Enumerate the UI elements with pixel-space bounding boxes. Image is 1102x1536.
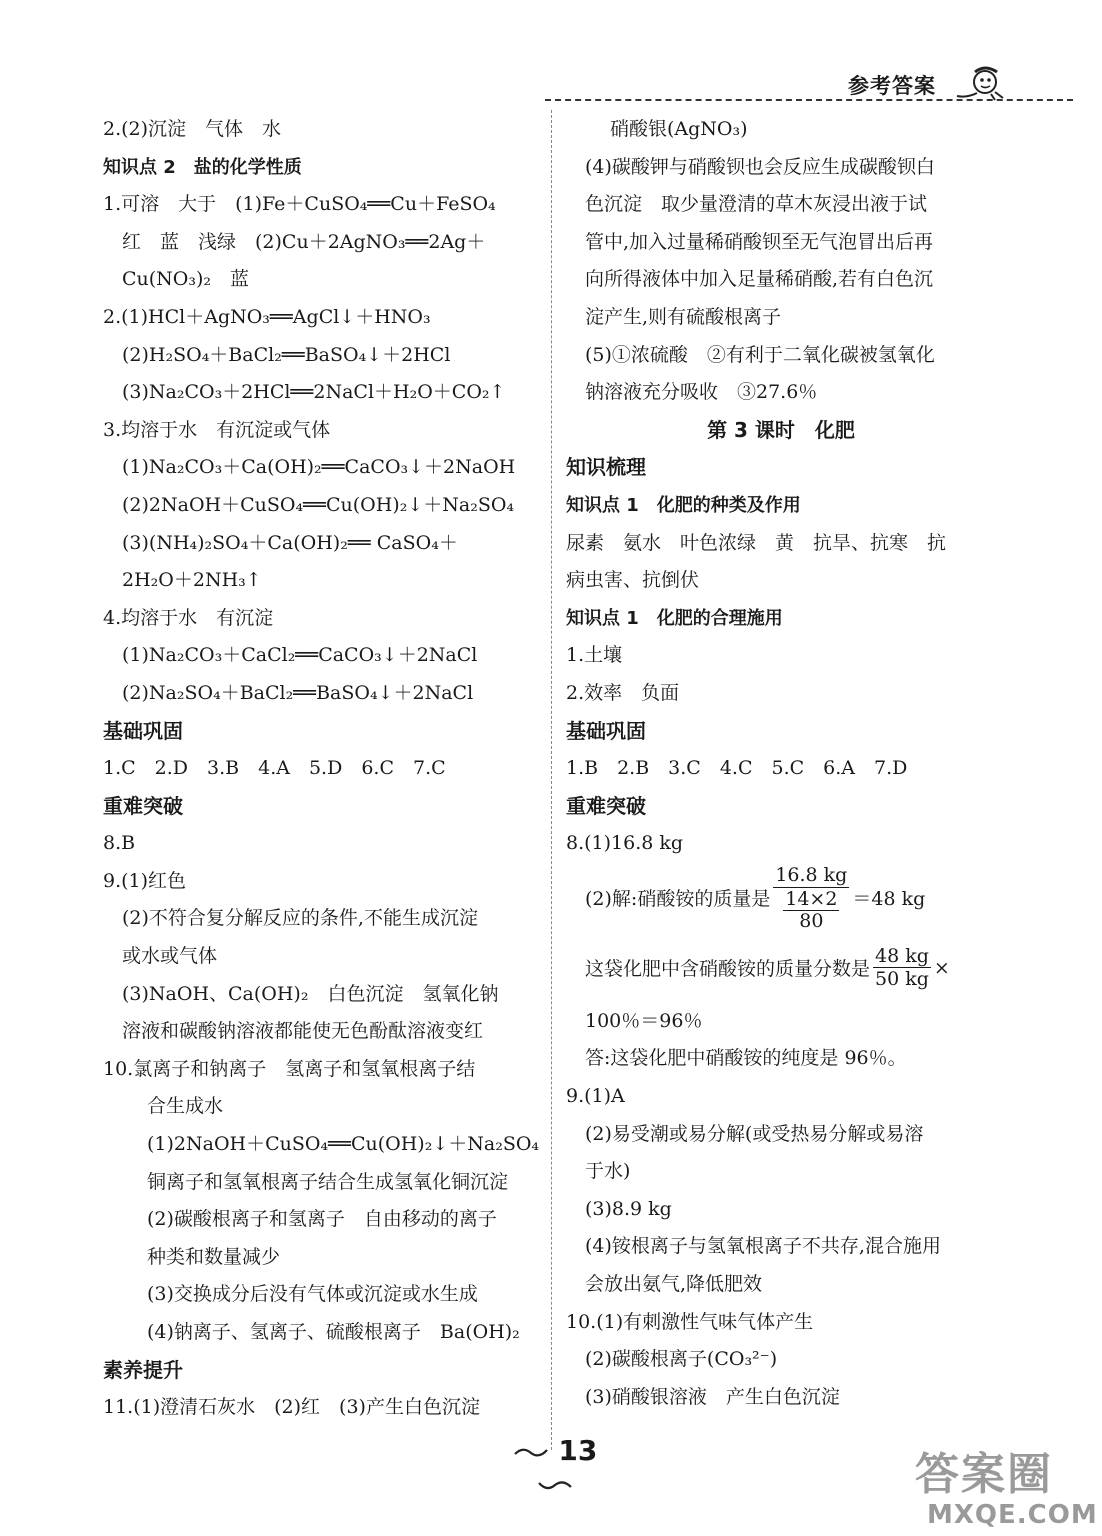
right-line: 8.(1)16.8 kg (566, 832, 684, 855)
left-line: 1.C 2.D 3.B 4.A 5.D 6.C 7.C (103, 757, 446, 780)
right-line: 第 3 课时 化肥 (707, 417, 855, 442)
right-line: 硝酸银(AgNO₃) (610, 118, 748, 140)
swirl-left-icon (513, 1445, 549, 1459)
left-line: 2H₂O＋2NH₃↑ (122, 569, 262, 592)
left-line: 3.均溶于水 有沉淀或气体 (103, 418, 331, 441)
left-line: 11.(1)澄清石灰水 (2)红 (3)产生白色沉淀 (103, 1396, 480, 1419)
left-line: (3)NaOH、Ca(OH)₂ 白色沉淀 氢氧化钠 (122, 982, 499, 1005)
right-line: 会放出氨气,降低肥效 (585, 1273, 763, 1296)
right-line: 钠溶液充分吸收 ③27.6％ (585, 381, 818, 404)
purity-prefix: 这袋化肥中含硝酸铵的质量分数是 (585, 958, 871, 981)
right-line: 1.土壤 (566, 644, 623, 667)
right-line: (2)易受潮或易分解(或受热易分解或易溶 (585, 1122, 924, 1145)
right-line: (5)①浓硫酸 ②有利于二氧化碳被氢氧化 (585, 343, 935, 366)
right-line: 2.效率 负面 (566, 681, 680, 704)
calc-denominator (781, 888, 841, 932)
right-line: (2)碳酸根离子(CO₃²⁻) (585, 1348, 778, 1371)
page-number (505, 1434, 605, 1500)
right-line: (4)铵根离子与氢氧根离子不共存,混合施用 (585, 1235, 941, 1258)
calc-den-numerator: 14×2 (785, 887, 838, 910)
left-column (103, 111, 543, 1427)
right-line: 于水) (585, 1160, 631, 1183)
left-line: (2)碳酸根离子和氢离子 自由移动的离子 (147, 1208, 497, 1231)
right-line: 病虫害、抗倒伏 (566, 569, 700, 592)
right-line: 淀产生,则有硫酸根离子 (585, 305, 782, 328)
right-line: 管中,加入过量稀硝酸钡至无气泡冒出后再 (585, 230, 934, 253)
left-line: (1)2NaOH＋CuSO₄══Cu(OH)₂↓＋Na₂SO₄ (147, 1133, 540, 1156)
left-line: (2)Na₂SO₄＋BaCl₂══BaSO₄↓＋2NaCl (122, 681, 474, 704)
left-line: (2)不符合复分解反应的条件,不能生成沉淀 (122, 907, 478, 930)
right-line: 尿素 氨水 叶色浓绿 黄 抗旱、抗寒 抗 (566, 531, 947, 554)
left-line: Cu(NO₃)₂ 蓝 (122, 268, 250, 291)
right-line: 知识点 1 化肥的合理施用 (566, 607, 783, 629)
left-line: 4.均溶于水 有沉淀 (103, 606, 274, 629)
left-line: 2.(2)沉淀 气体 水 (103, 118, 282, 140)
right-line: (4)碳酸钾与硝酸钡也会反应生成碳酸钡白 (585, 155, 935, 178)
purity-numerator: 48 kg (875, 944, 929, 967)
left-line: 红 蓝 浅绿 (2)Cu＋2AgNO₃══2Ag＋ (122, 230, 486, 253)
calc-den-denominator: 80 (799, 909, 824, 932)
right-column (566, 111, 1006, 1416)
watermark-logo: 答案圈 (915, 1449, 1053, 1500)
right-line: (3)8.9 kg (585, 1197, 672, 1220)
left-line: (2)H₂SO₄＋BaCl₂══BaSO₄↓＋2HCl (122, 343, 451, 366)
left-line: 合生成水 (147, 1095, 224, 1118)
left-line: (2)2NaOH＋CuSO₄══Cu(OH)₂↓＋Na₂SO₄ (122, 493, 515, 516)
left-line: (3)Na₂CO₃＋2HCl══2NaCl＋H₂O＋CO₂↑ (122, 381, 506, 404)
left-line: (3)交换成分后没有气体或沉淀或水生成 (147, 1283, 478, 1306)
calc-numerator: 16.8 kg (775, 864, 848, 887)
right-line: 答:这袋化肥中硝酸铵的纯度是 96％。 (585, 1047, 907, 1070)
left-line: 基础巩固 (103, 718, 183, 743)
header-title: 参考答案 (848, 74, 936, 98)
right-line: 9.(1)A (566, 1085, 625, 1108)
left-line: 种类和数量减少 (147, 1245, 281, 1268)
left-line: 溶液和碳酸钠溶液都能使无色酚酞溶液变红 (122, 1020, 484, 1043)
calc-line (566, 863, 1006, 933)
purity-suffix: × (933, 956, 950, 979)
purity-fraction (873, 945, 931, 992)
left-line: 重难突破 (103, 793, 183, 818)
left-line: 或水或气体 (122, 945, 218, 968)
right-line: 重难突破 (566, 793, 646, 818)
right-line: 知识梳理 (566, 455, 646, 480)
left-line: (1)Na₂CO₃＋Ca(OH)₂══CaCO₃↓＋2NaOH (122, 456, 516, 479)
right-line: 1.B 2.B 3.C 4.C 5.C 6.A 7.D (566, 757, 908, 780)
left-line: 素养提升 (103, 1357, 183, 1382)
purity-line (566, 933, 1006, 1003)
purity-denominator: 50 kg (875, 968, 929, 991)
header-divider (545, 99, 1073, 101)
swirl-right-icon (537, 1478, 573, 1492)
right-line: 向所得液体中加入足量稀硝酸,若有白色沉 (585, 268, 934, 291)
column-divider (551, 110, 552, 1450)
right-line: (3)硝酸银溶液 产生白色沉淀 (585, 1385, 840, 1408)
right-line: 色沉淀 取少量澄清的草木灰浸出液于试 (585, 193, 928, 216)
left-line: 10.氯离子和钠离子 氢离子和氢氧根离子结 (103, 1057, 476, 1080)
left-line: 9.(1)红色 (103, 869, 187, 892)
left-line: 8.B (103, 832, 136, 855)
right-line: 基础巩固 (566, 718, 646, 743)
left-line: 1.可溶 大于 (1)Fe＋CuSO₄══Cu＋FeSO₄ (103, 193, 496, 216)
right-line: 10.(1)有刺激性气味气体产生 (566, 1310, 814, 1333)
left-line: (4)钠离子、氢离子、硫酸根离子 Ba(OH)₂ (147, 1321, 520, 1343)
right-line: 知识点 1 化肥的种类及作用 (566, 494, 801, 516)
page-number-text: 13 (558, 1434, 598, 1467)
left-line: 知识点 2 盐的化学性质 (103, 156, 302, 178)
calc-prefix: (2)解:硝酸铵的质量是 (585, 888, 771, 911)
watermark-url: MXQE.COM (927, 1500, 1098, 1530)
right-line: 100％＝96％ (585, 1009, 703, 1032)
left-line: (3)(NH₄)₂SO₄＋Ca(OH)₂══ CaSO₄＋ (122, 531, 458, 554)
left-line: 铜离子和氢氧根离子结合生成氢氧化铜沉淀 (147, 1170, 509, 1193)
calc-fraction (773, 864, 849, 932)
calc-result: ＝48 kg (852, 888, 926, 911)
left-line: (1)Na₂CO₃＋CaCl₂══CaCO₃↓＋2NaCl (122, 644, 478, 667)
left-line: 2.(1)HCl＋AgNO₃══AgCl↓＋HNO₃ (103, 305, 431, 328)
watermark (915, 1449, 1098, 1530)
